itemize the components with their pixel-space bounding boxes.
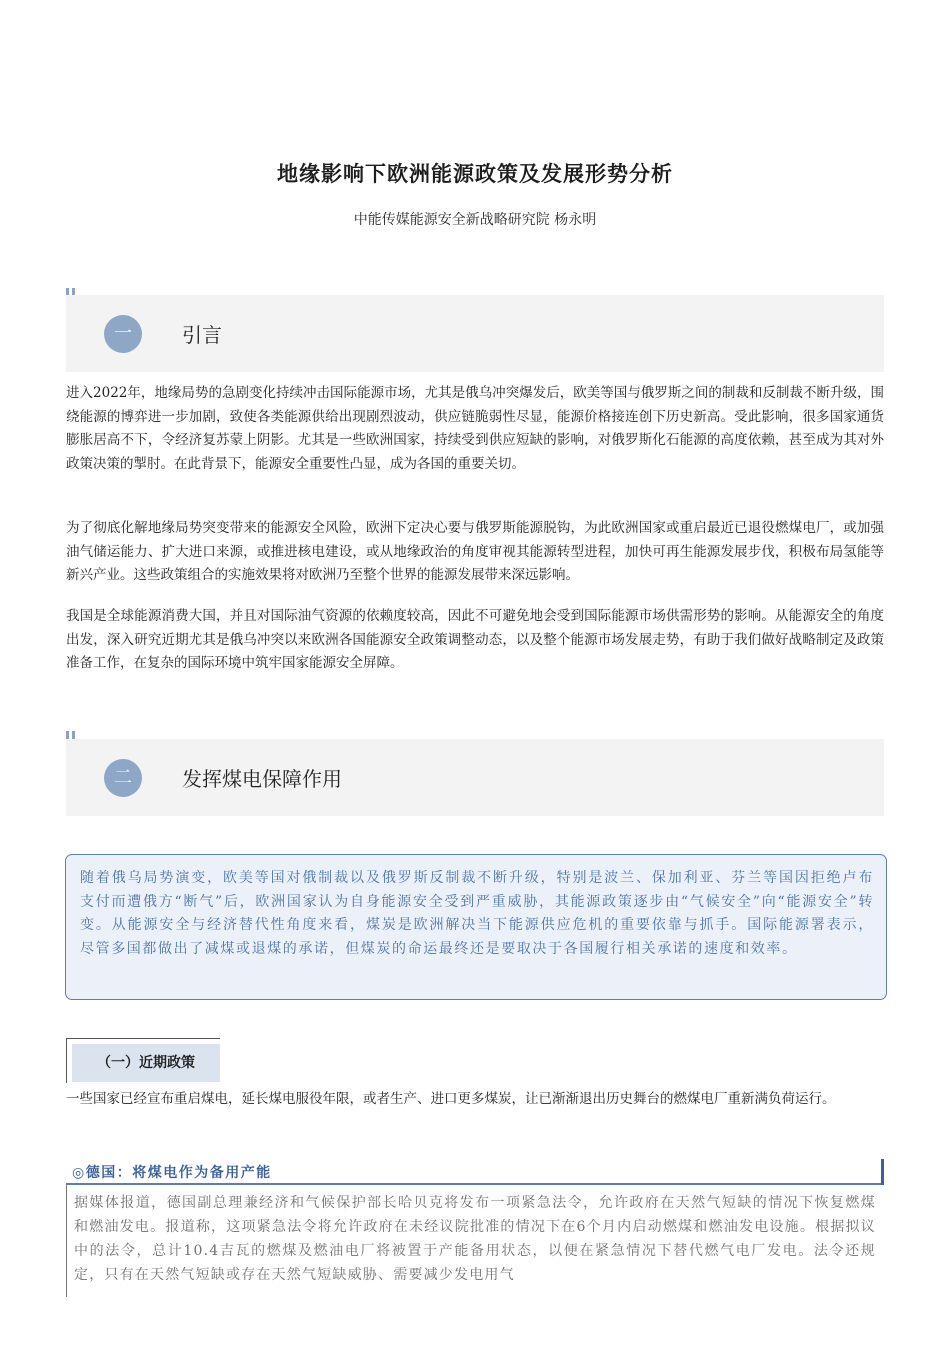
subsection-title: （一）近期政策 <box>72 1044 220 1082</box>
document-author: 中能传媒能源安全新战略研究院 杨永明 <box>353 212 597 228</box>
country-heading-bar <box>66 1159 881 1185</box>
country-paragraph: 据媒体报道，德国副总理兼经济和气候保护部长哈贝克将发布一项紧急法令，允许政府在天然气短缺的情况下恢复燃煤和燃油发电。报道称，这项紧急法令将允许政府在未经议院批准的情况下在6个月内启动燃煤和燃油发电设施。根据拟议中的法令，总计10.4吉瓦的燃煤及燃油电厂将被置于产能备用状态，以便在紧急情况下替代燃气电厂发电。法令还规定，只有在天然气短缺或存在天然气短缺威胁、需要减少发电用气 <box>74 1195 876 1283</box>
body-paragraph: 我国是全球能源消费大国，并且对国际油气资源的依赖度较高，因此不可避免地会受到国际能源市场供需形势的影响。从能源安全的角度出发，深入研究近期尤其是俄乌冲突以来欧洲各国能源安全政策调整动态，以及整个能源市场发展走势，有助于我们做好战略制定及政策准备工作，在复杂的国际环境中筑牢国家能源安全屏障。 <box>66 608 884 671</box>
section-number-badge: 二 <box>104 759 142 797</box>
section-header-coal <box>66 739 884 816</box>
country-left-rule <box>66 1185 67 1297</box>
section-title: 发挥煤电保障作用 <box>182 767 342 791</box>
section-number-badge: 一 <box>104 315 142 353</box>
document-title: 地缘影响下欧洲能源政策及发展形势分析 <box>277 161 673 186</box>
highlight-text: 随着俄乌局势演变，欧美等国对俄制裁以及俄罗斯反制裁不断升级，特别是波兰、保加利亚、芬兰等国因拒绝卢布支付而遭俄方“断气”后，欧洲国家认为自身能源安全受到严重威胁，其能源政策逐步由“气候安全”向“能源安全”转变。从能源安全与经济替代性角度来看，煤炭是欧洲解决当下能源供应危机的重要依靠与抓手。国际能源署表示，尽管多国都做出了减煤或退煤的承诺，但煤炭的命运最终还是要取决于各国履行相关承诺的速度和效率。 <box>80 870 874 957</box>
highlight-box <box>65 854 887 1000</box>
subsection-left-rule <box>66 1038 67 1083</box>
subsection-heading <box>66 1038 220 1083</box>
section-marker <box>66 731 78 739</box>
body-paragraph: 一些国家已经宣布重启煤电，延长煤电服役年限，或者生产、进口更多煤炭，让已渐渐退出历史舞台的燃煤电厂重新满负荷运行。 <box>66 1091 836 1107</box>
section-title: 引言 <box>182 323 222 347</box>
body-paragraph: 进入2022年，地缘局势的急剧变化持续冲击国际能源市场，尤其是俄乌冲突爆发后，欧美等国与俄罗斯之间的制裁和反制裁不断升级，围绕能源的博弈进一步加剧，致使各类能源供给出现剧烈波动，供应链脆弱性尽显，能源价格接连创下历史新高。受此影响，很多国家通货膨胀居高不下，令经济复苏蒙上阴影。尤其是一些欧洲国家，持续受到供应短缺的影响，对俄罗斯化石能源的高度依赖，甚至成为其对外政策决策的掣肘。在此背景下，能源安全重要性凸显，成为各国的重要关切。 <box>66 385 884 472</box>
section-header-intro <box>66 295 884 372</box>
country-title: ◎德国：将煤电作为备用产能 <box>72 1165 272 1181</box>
country-bar-stripe <box>881 1159 884 1185</box>
body-paragraph: 为了彻底化解地缘局势突变带来的能源安全风险，欧洲下定决心要与俄罗斯能源脱钩，为此欧洲国家或重启最近已退役燃煤电厂，或加强油气储运能力、扩大进口来源，或推进核电建设，或从地缘政治的角度审视其能源转型进程，加快可再生能源发展步伐，积极布局氢能等新兴产业。这些政策组合的实施效果将对欧洲乃至整个世界的能源发展带来深远影响。 <box>66 520 884 583</box>
subsection-top-rule <box>66 1038 220 1039</box>
